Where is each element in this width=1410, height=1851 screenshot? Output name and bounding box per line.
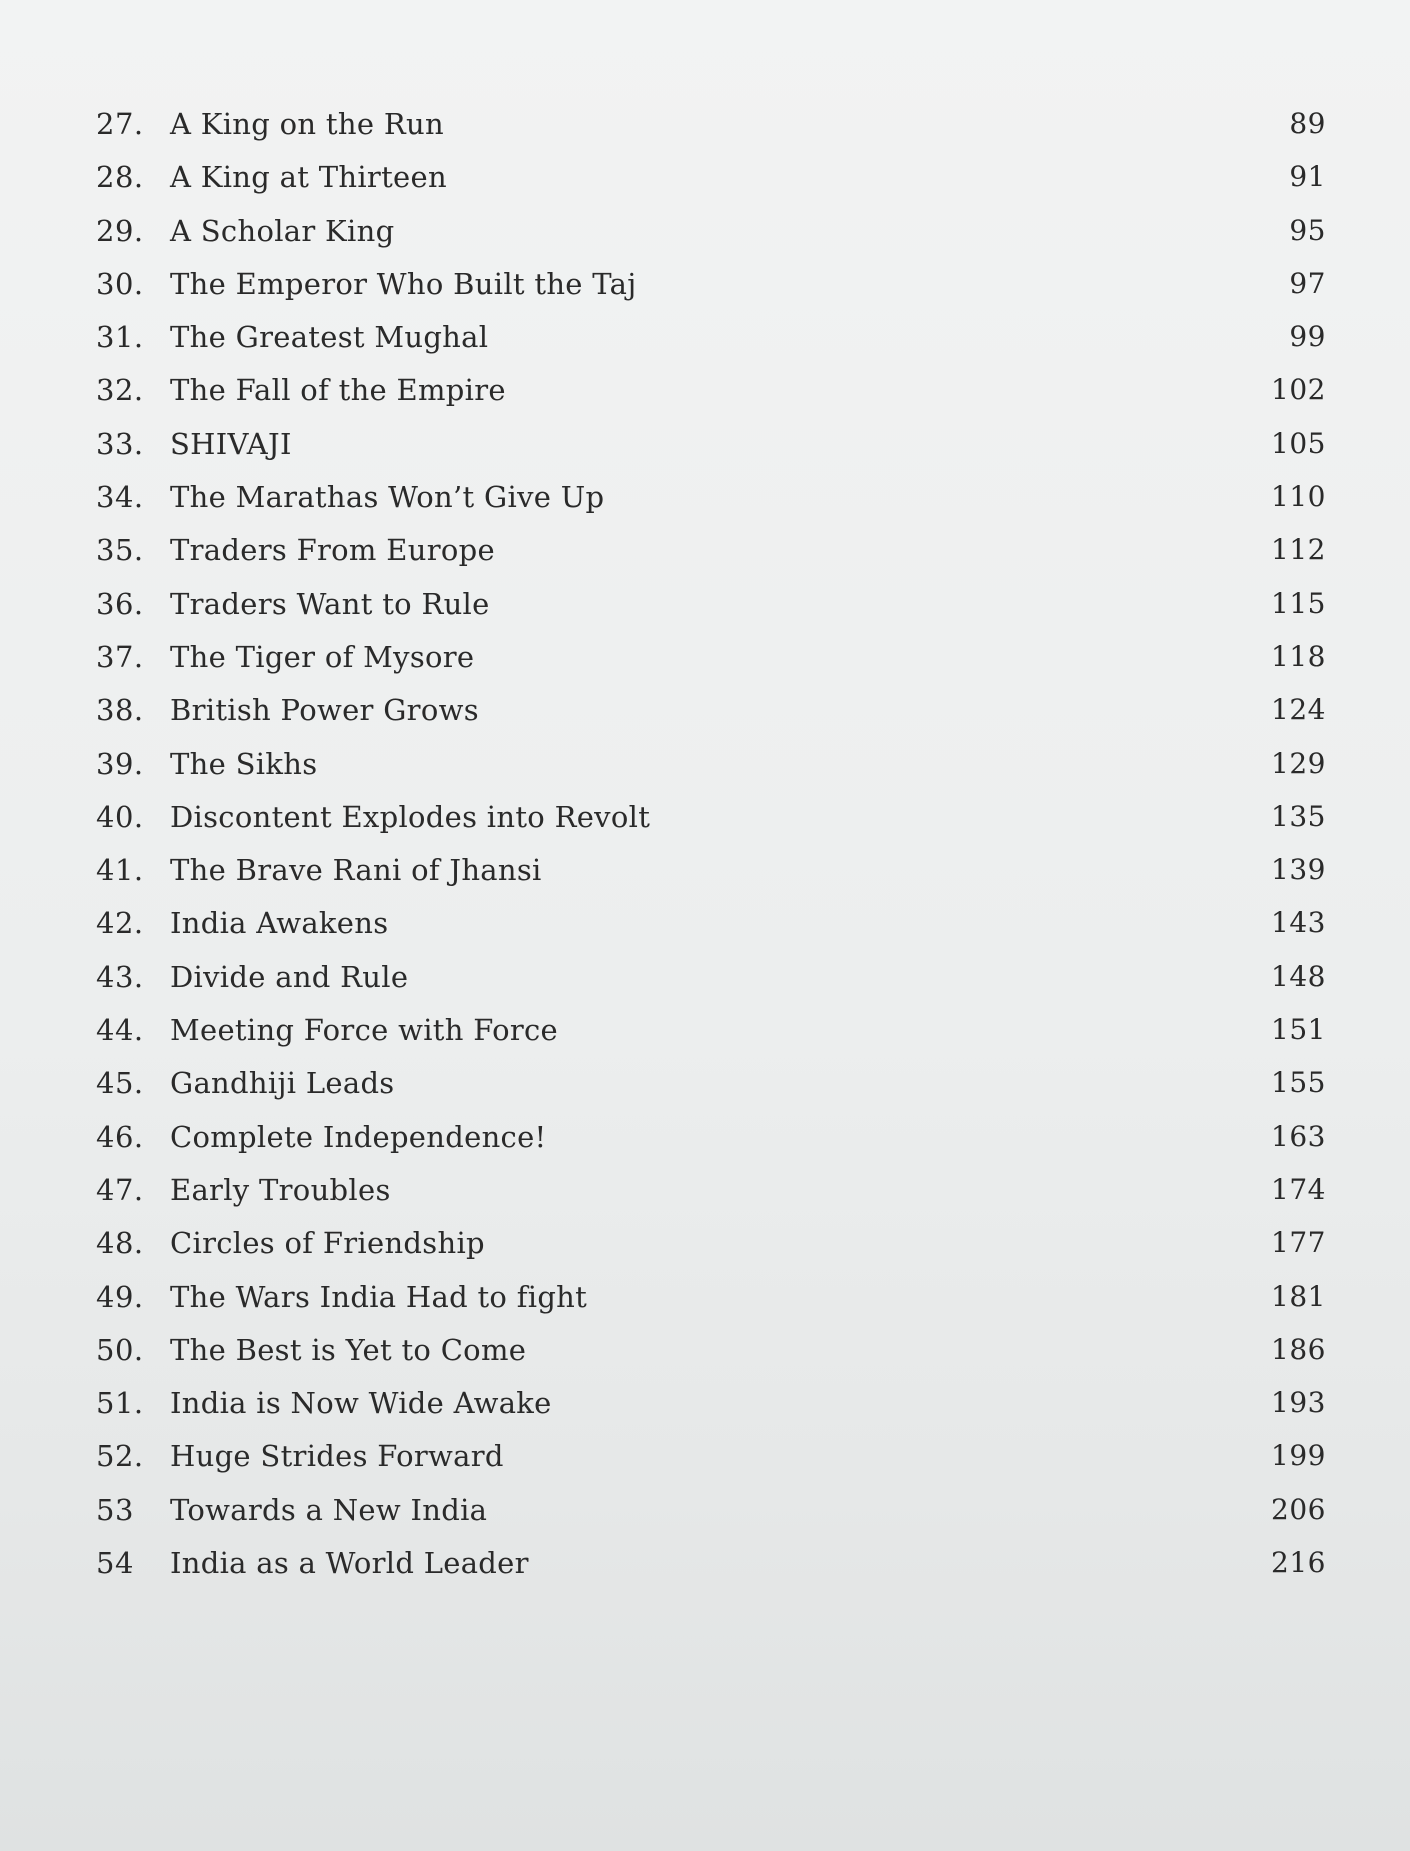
chapter-number: 39. — [96, 746, 144, 781]
toc-entry — [96, 1170, 1326, 1223]
chapter-number: 34. — [96, 480, 144, 515]
chapter-title: Divide and Rule — [170, 959, 409, 994]
chapter-number: 48. — [96, 1226, 144, 1261]
page-number: 181 — [1271, 1279, 1326, 1313]
chapter-number: 42. — [96, 906, 144, 941]
chapter-title: The Fall of the Empire — [170, 373, 506, 408]
toc-entry — [96, 424, 1326, 477]
page-number: 118 — [1271, 639, 1326, 673]
chapter-title: The Sikhs — [170, 746, 318, 781]
page-number: 110 — [1271, 480, 1326, 514]
chapter-title: Discontent Explodes into Revolt — [170, 799, 651, 834]
chapter-number: 35. — [96, 533, 144, 568]
page-number: 151 — [1271, 1013, 1326, 1047]
chapter-number: 50. — [96, 1332, 144, 1367]
page-number: 206 — [1271, 1492, 1326, 1526]
page-number: 216 — [1271, 1546, 1326, 1580]
chapter-title: The Greatest Mughal — [170, 320, 489, 355]
chapter-title: The Emperor Who Built the Taj — [170, 266, 637, 301]
page-number: 115 — [1271, 586, 1326, 620]
toc-entry — [96, 1117, 1326, 1170]
toc-entry — [96, 1383, 1326, 1436]
chapter-number: 36. — [96, 586, 144, 621]
chapter-number: 51. — [96, 1386, 144, 1421]
page-number: 163 — [1271, 1119, 1326, 1153]
chapter-number: 32. — [96, 373, 144, 408]
toc-entry — [96, 637, 1326, 690]
chapter-number: 30. — [96, 266, 144, 301]
toc-entry — [96, 1436, 1326, 1489]
chapter-number: 33. — [96, 426, 144, 461]
chapter-number: 41. — [96, 853, 144, 888]
toc-entry — [96, 797, 1326, 850]
toc-entry — [96, 1543, 1326, 1596]
page-number: 99 — [1289, 320, 1326, 354]
chapter-title: Traders Want to Rule — [170, 586, 490, 621]
chapter-number: 37. — [96, 639, 144, 674]
chapter-number: 43. — [96, 959, 144, 994]
page-number: 199 — [1271, 1439, 1326, 1473]
chapter-title: British Power Grows — [170, 693, 479, 728]
toc-entry — [96, 317, 1326, 370]
page-number: 105 — [1271, 426, 1326, 460]
chapter-number: 27. — [96, 107, 144, 141]
chapter-title: The Marathas Won’t Give Up — [170, 480, 605, 515]
page-number: 139 — [1271, 853, 1326, 887]
toc-entry — [96, 903, 1326, 956]
chapter-number: 44. — [96, 1013, 144, 1048]
chapter-number: 29. — [96, 213, 144, 248]
toc-entry — [96, 850, 1326, 903]
chapter-title: The Brave Rani of Jhansi — [170, 853, 542, 888]
toc-entry — [96, 1063, 1326, 1116]
chapter-number: 49. — [96, 1279, 144, 1314]
chapter-title: Huge Strides Forward — [170, 1439, 504, 1474]
chapter-title: A Scholar King — [170, 213, 395, 248]
chapter-title: Gandhiji Leads — [170, 1066, 395, 1101]
toc-entry — [96, 104, 1326, 157]
page-number: 129 — [1271, 746, 1326, 780]
toc-entry — [96, 1490, 1326, 1543]
chapter-number: 47. — [96, 1172, 144, 1207]
toc-entry — [96, 157, 1326, 210]
chapter-title: Complete Independence! — [170, 1119, 547, 1154]
toc-entry — [96, 1330, 1326, 1383]
chapter-number: 45. — [96, 1066, 144, 1101]
chapter-title: A King on the Run — [170, 107, 444, 141]
table-of-contents — [96, 104, 1326, 1596]
chapter-number: 38. — [96, 693, 144, 728]
page-number: 143 — [1271, 906, 1326, 940]
chapter-number: 46. — [96, 1119, 144, 1154]
page-number: 91 — [1289, 160, 1326, 194]
chapter-title: India Awakens — [170, 906, 389, 941]
chapter-number: 31. — [96, 320, 144, 355]
toc-entry — [96, 370, 1326, 423]
page-number: 95 — [1289, 213, 1326, 247]
page-number: 112 — [1271, 533, 1326, 567]
page-number: 89 — [1289, 107, 1326, 140]
page-number: 174 — [1271, 1172, 1326, 1206]
page-number: 97 — [1289, 266, 1326, 300]
toc-entry — [96, 690, 1326, 743]
toc-entry — [96, 477, 1326, 530]
page-number: 177 — [1271, 1226, 1326, 1260]
chapter-title: The Best is Yet to Come — [170, 1332, 527, 1367]
page-number: 135 — [1271, 799, 1326, 833]
toc-entry — [96, 1277, 1326, 1330]
page-number: 124 — [1271, 693, 1326, 727]
chapter-title: Early Troubles — [170, 1172, 391, 1207]
chapter-title: Traders From Europe — [170, 533, 495, 568]
chapter-title: India is Now Wide Awake — [170, 1386, 552, 1421]
chapter-number: 28. — [96, 160, 144, 195]
chapter-title: Towards a New India — [170, 1492, 488, 1527]
chapter-title: Circles of Friendship — [170, 1226, 485, 1261]
toc-entry — [96, 530, 1326, 583]
toc-entry — [96, 744, 1326, 797]
chapter-number: 54 — [96, 1546, 134, 1581]
toc-entry — [96, 211, 1326, 264]
chapter-number: 40. — [96, 799, 144, 834]
chapter-title: A King at Thirteen — [170, 160, 447, 195]
toc-entry — [96, 264, 1326, 317]
chapter-title: The Tiger of Mysore — [170, 639, 475, 674]
chapter-title: SHIVAJI — [170, 426, 292, 461]
chapter-title: Meeting Force with Force — [170, 1013, 558, 1048]
page-number: 155 — [1271, 1066, 1326, 1100]
page-number: 193 — [1271, 1386, 1326, 1420]
page-number: 186 — [1271, 1332, 1326, 1366]
chapter-title: India as a World Leader — [170, 1546, 529, 1581]
page-number: 102 — [1271, 373, 1326, 407]
chapter-title: The Wars India Had to fight — [170, 1279, 588, 1314]
page-number: 148 — [1271, 959, 1326, 993]
toc-entry — [96, 1010, 1326, 1063]
toc-entry — [96, 584, 1326, 637]
chapter-number: 53 — [96, 1492, 134, 1527]
toc-entry — [96, 957, 1326, 1010]
chapter-number: 52. — [96, 1439, 144, 1474]
toc-entry — [96, 1223, 1326, 1276]
